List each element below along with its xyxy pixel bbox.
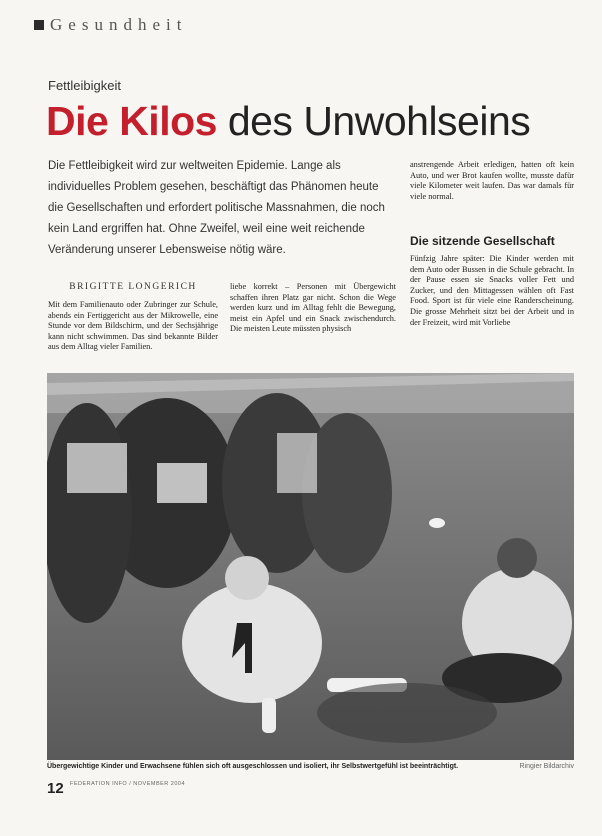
article-subhead: Die sitzende Gesellschaft [410,234,555,248]
section-marker [34,20,44,30]
article-column-2: liebe korrekt – Personen mit Übergewicht schaffen ihren Platz gar nicht. Schon die Wege werden kurz und im Alltag fehlt die Bewegung, meist ein Apfel und ein Snack zwischendurch. Die meisten Leute müssten physisch [230,282,396,334]
headline-rest: des Unwohlseins [216,98,531,144]
section-header [34,14,187,36]
photo-illustration [47,373,574,760]
article-column-3-top: anstrengende Arbeit erledigen, hatten oft kein Auto, und wer Brot kaufen wollte, musste dafür viele Kilometer weit laufen. Das war damals für viele normal. [410,160,574,201]
section-name: Gesundheit [50,15,188,34]
issue-info: FEDERATION INFO / NOVEMBER 2004 [70,781,186,787]
article-column-3-bottom: Fünfzig Jahre später: Die Kinder werden mit dem Auto oder Bussen in die Schule gebracht. In der Pause essen sie Snacks voller Fett und Zucker, und den Mittagessen wählen oft Fast Food. Sport ist für viele eine Randerscheinung. Die grosse Mehrheit sitzt bei der Arbeit und in der Freizeit, wird mit Vorliebe [410,254,574,327]
article-headline [46,96,530,146]
photo-caption-row [47,763,574,770]
article-column-1: Mit dem Familienauto oder Zubringer zur Schule, abends ein Fertiggericht aus der Mikrowelle, eine Stunde vor dem Bildschirm, und der Sechsjährige kann nicht schwimmen. Das sind bekannte Bilder aus dem Alltag vieler Familien. [48,300,218,352]
article-photo [47,373,574,760]
page-number: 12 [47,780,64,797]
article-byline: BRIGITTE LONGERICH [69,282,197,292]
article-kicker: Fettleibigkeit [48,78,121,93]
photo-caption: Übergewichtige Kinder und Erwachsene fühlen sich oft ausgeschlossen und isoliert, ihr Selbstwertgefühl ist beeinträchtigt. [47,763,459,770]
headline-accent: Die Kilos [46,98,217,144]
photo-credit: Ringier Bildarchiv [519,763,574,770]
article-lead: Die Fettleibigkeit wird zur weltweiten Epidemie. Lange als individuelles Problem gesehen, beschäftigt das Phänomen heute die Gesellschaften und erfordert politische Massnahmen, die noch kein Land ergriffen hat. Ohne Zweifel, weil eine weit reichende Veränderung unserer Lebensweise nötig wäre. [48,160,385,256]
